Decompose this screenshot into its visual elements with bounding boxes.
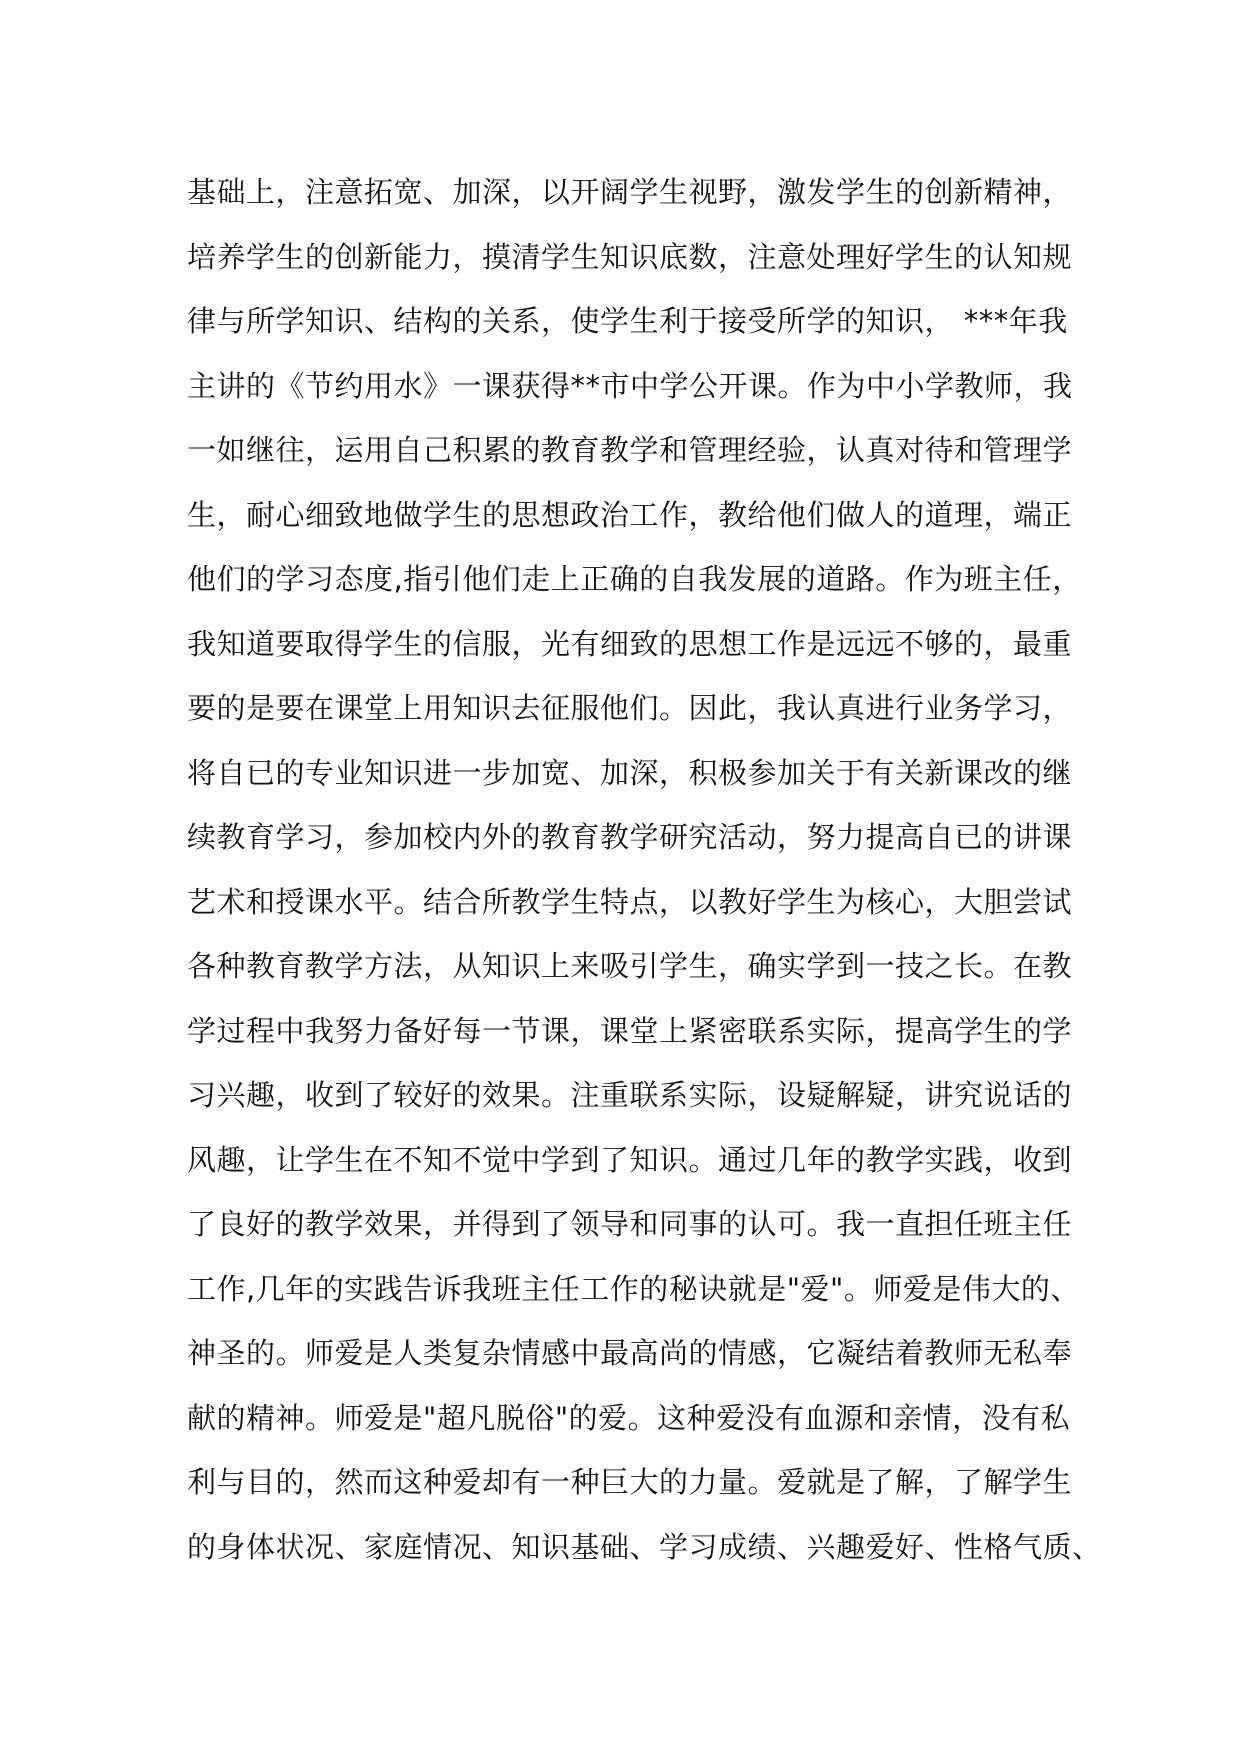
text-line-21: 利与目的，然而这种爱却有一种巨大的力量。爱就是了解，了解学生: [187, 1465, 1073, 1499]
text-line-6: 生，耐心细致地做学生的思想政治工作，教给他们做人的道理，端正: [187, 497, 1073, 532]
text-line-1: 基础上，注意拓宽、加深，以开阔学生视野，激发学生的创新精神，: [187, 175, 1073, 209]
text-line-13: 各种教育教学方法，从知识上来吸引学生，确实学到一技之长。在教: [187, 949, 1073, 983]
text-line-4: 主讲的《节约用水》一课获得**市中学公开课。作为中小学教师，我: [187, 368, 1073, 403]
text-line-8: 我知道要取得学生的信服，光有细致的思想工作是远远不够的，最重: [187, 626, 1073, 661]
text-line-11: 续教育学习，参加校内外的教育教学研究活动，努力提高自已的讲课: [187, 820, 1073, 854]
text-line-10: 将自已的专业知识进一步加宽、加深，积极参加关于有关新课改的继: [187, 755, 1073, 790]
text-line-17: 了良好的教学效果，并得到了领导和同事的认可。我一直担任班主任: [187, 1207, 1073, 1241]
text-line-22: 的身体状况、家庭情况、知识基础、学习成绩、兴趣爱好、性格气质、: [187, 1529, 1102, 1564]
text-line-7: 他们的学习态度,指引他们走上正确的自我发展的道路。作为班主任，: [187, 562, 1082, 596]
body-paragraph: [187, 160, 1102, 1579]
text-line-19: 神圣的。师爱是人类复杂情感中最高尚的情感，它凝结着教师无私奉: [187, 1336, 1073, 1370]
text-line-3: 律与所学知识、结构的关系，使学生利于接受所学的知识， ***年我: [187, 304, 1068, 338]
text-line-18: 工作,几年的实践告诉我班主任工作的秘诀就是"爱"。师爱是伟大的、: [187, 1271, 1080, 1306]
text-line-12: 艺术和授课水平。结合所教学生特点，以教好学生为核心，大胆尝试: [187, 884, 1073, 919]
text-line-5: 一如继往，运用自己积累的教育教学和管理经验，认真对待和管理学: [187, 433, 1073, 467]
text-line-20: 献的精神。师爱是"超凡脱俗"的爱。这种爱没有血源和亲情，没有私: [187, 1400, 1071, 1435]
text-line-2: 培养学生的创新能力，摸清学生知识底数，注意处理好学生的认知规: [187, 239, 1073, 274]
text-line-9: 要的是要在课堂上用知识去征服他们。因此，我认真进行业务学习，: [187, 691, 1073, 725]
text-line-15: 习兴趣，收到了较好的效果。注重联系实际，设疑解疑，讲究说话的: [187, 1078, 1073, 1112]
text-line-14: 学过程中我努力备好每一节课，课堂上紧密联系实际，提高学生的学: [187, 1013, 1073, 1048]
text-line-16: 风趣，让学生在不知不觉中学到了知识。通过几年的教学实践，收到: [187, 1142, 1073, 1177]
